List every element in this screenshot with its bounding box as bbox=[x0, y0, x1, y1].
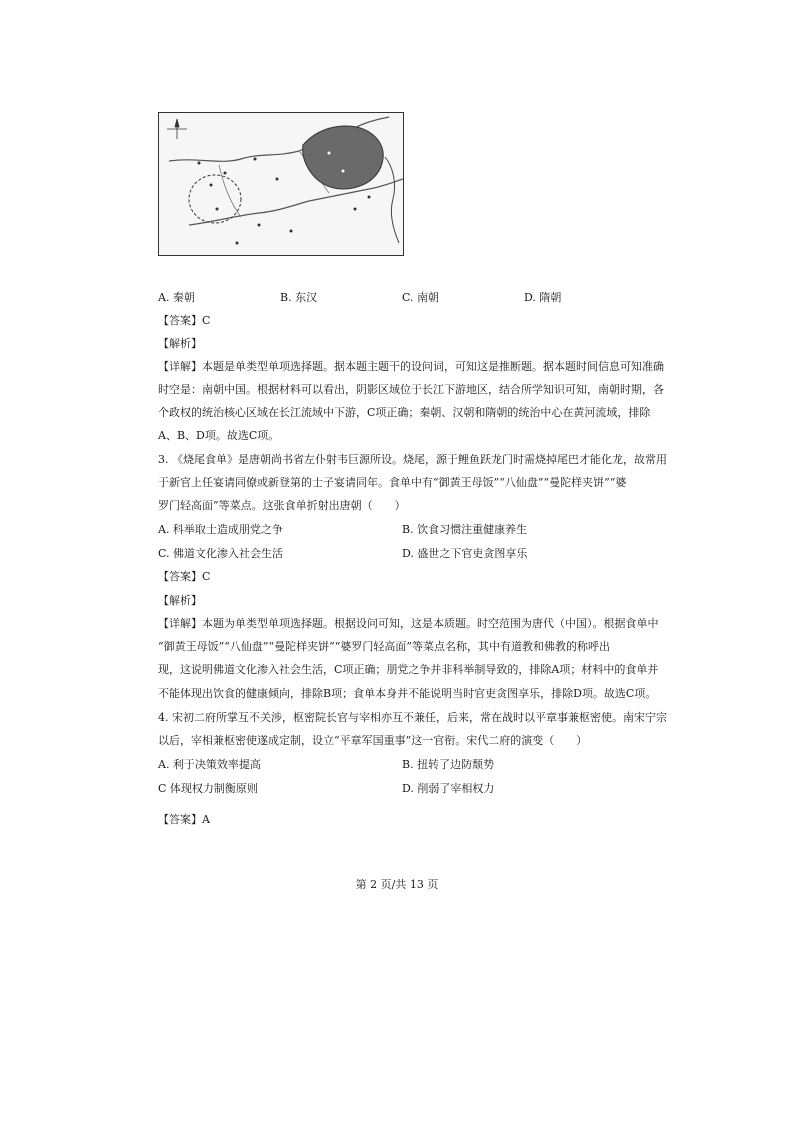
question-map-figure bbox=[158, 112, 404, 256]
q2-option-a: A. 秦朝 bbox=[158, 291, 195, 304]
q3-detail-line bbox=[158, 616, 659, 632]
q2-analysis-label: 【解析】 bbox=[158, 337, 202, 350]
q2-answer bbox=[158, 313, 210, 329]
q4-option-a: A. 利于决策效率提高 bbox=[158, 758, 261, 771]
detail-text: 本题为单类型单项选择题。根据设问可知，这是本质题。时空范围为唐代（中国）。根据食单中 bbox=[202, 617, 659, 630]
q3-option-b: B. 饮食习惯注重健康养生 bbox=[402, 523, 528, 536]
q3-stem-line: 于新官上任宴请同僚或新登第的士子宴请同年。食单中有“御黄王母饭”“八仙盘”“曼陀样夹饼”“婆 bbox=[158, 476, 627, 489]
answer-value: A bbox=[202, 813, 210, 826]
q3-option-a: A. 科举取士造成朋党之争 bbox=[158, 523, 283, 536]
q2-detail-line bbox=[158, 359, 664, 375]
answer-value: C bbox=[202, 314, 211, 327]
q2-detail-line: A、B、D项。故选C项。 bbox=[158, 429, 280, 442]
q3-option-d: D. 盛世之下官吏贪图享乐 bbox=[402, 547, 528, 560]
q3-detail-line: “御黄王母饭”“八仙盘”“曼陀样夹饼”“婆罗门轻高面”等菜点名称，其中有道教和佛教的称呼出 bbox=[158, 640, 610, 653]
historical-map bbox=[159, 113, 403, 255]
answer-label: 【答案】 bbox=[158, 570, 202, 583]
answer-label: 【答案】 bbox=[158, 813, 202, 826]
q2-option-c: C. 南朝 bbox=[402, 291, 440, 304]
q3-detail-line: 现，这说明佛道文化渗入社会生活，C项正确；朋党之争并非科举制导致的，排除A项；材料中的食单并 bbox=[158, 663, 659, 676]
detail-text: 本题是单类型单项选择题。据本题主题干的设问词，可知这是推断题。据本题时间信息可知准确 bbox=[202, 360, 664, 373]
q4-answer bbox=[158, 812, 210, 828]
q2-detail-line: 时空是：南朝中国。根据材料可以看出，阴影区域位于长江下游地区，结合所学知识可知，南朝时期，各 bbox=[158, 383, 664, 396]
q3-option-c: C. 佛道文化渗入社会生活 bbox=[158, 547, 284, 560]
q3-stem-line: 罗门轻高面”等菜点。这张食单折射出唐朝（ ） bbox=[158, 499, 406, 512]
q4-option-b: B. 扭转了边防颓势 bbox=[402, 758, 495, 771]
q2-option-d: D. 隋朝 bbox=[524, 291, 562, 304]
answer-value: C bbox=[202, 570, 211, 583]
detail-label: 【详解】 bbox=[158, 617, 202, 630]
q2-detail-line: 个政权的统治核心区域在长江流域中下游，C项正确；秦朝、汉朝和隋朝的统治中心在黄河流域，排除 bbox=[158, 406, 651, 419]
q3-answer bbox=[158, 569, 210, 585]
q3-stem-line: 3. 《烧尾食单》是唐朝尚书省左仆射韦巨源所设。烧尾，源于鲤鱼跃龙门时需烧掉尾巴才能化龙，故常用 bbox=[158, 453, 667, 466]
page-number-footer: 第 2 页/共 13 页 bbox=[355, 878, 439, 891]
q4-option-c: C 体现权力制衡原则 bbox=[158, 782, 258, 795]
q2-option-b: B. 东汉 bbox=[280, 291, 318, 304]
q4-option-d: D. 削弱了宰相权力 bbox=[402, 782, 495, 795]
q4-stem-line: 4. 宋初二府所掌互不关涉，枢密院长官与宰相亦互不兼任，后来，常在战时以平章事兼枢密使。南宋宁宗 bbox=[158, 711, 667, 724]
q3-analysis-label: 【解析】 bbox=[158, 594, 202, 607]
answer-label: 【答案】 bbox=[158, 314, 202, 327]
q3-detail-line: 不能体现出饮食的健康倾向，排除B项；食单本身并不能说明当时官吏贪图享乐，排除D项。故选C项。 bbox=[158, 687, 657, 700]
q4-stem-line: 以后，宰相兼枢密使遂成定制，设立“平章军国重事”这一官衔。宋代二府的演变（ ） bbox=[158, 734, 588, 747]
detail-label: 【详解】 bbox=[158, 360, 202, 373]
